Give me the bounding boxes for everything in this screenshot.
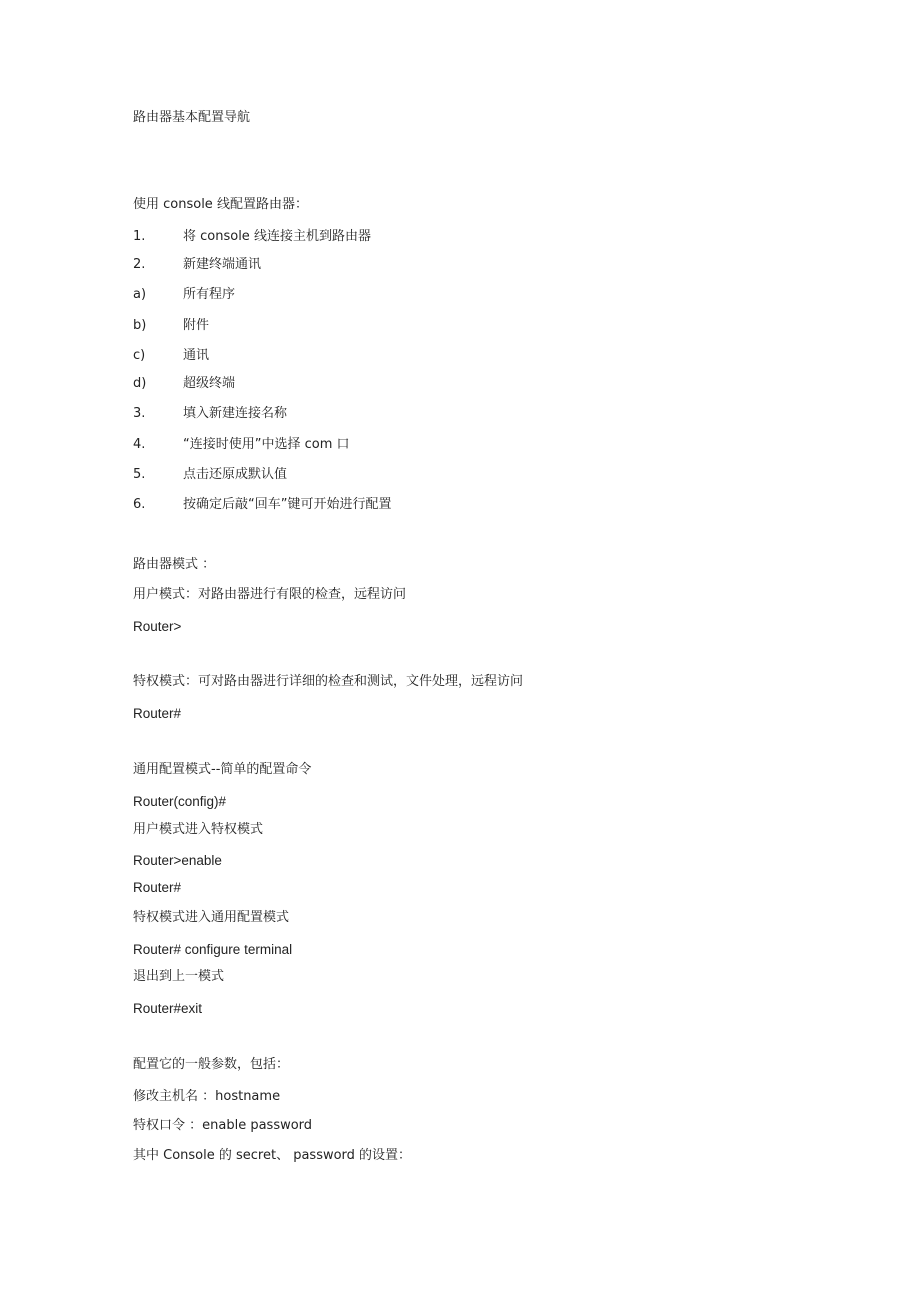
priv-mode-desc: 特权模式：可对路由器进行详细的检查和测试，文件处理，远程访问 xyxy=(133,674,524,689)
step-number: 4. xyxy=(133,437,146,452)
document-title: 路由器基本配置导航 xyxy=(133,110,251,125)
enable-password-line: 特权口令 ：enable password xyxy=(133,1118,313,1133)
step-text: 所有程序 xyxy=(183,287,236,302)
priv-prompt: Router# xyxy=(133,706,182,721)
step-number: c) xyxy=(133,348,146,363)
priv-to-global-label: 特权模式进入通用配置模式 xyxy=(133,910,290,925)
step-number: 2. xyxy=(133,257,146,272)
step-number: 1. xyxy=(133,229,146,244)
step-text: 超级终端 xyxy=(183,376,236,391)
step-item xyxy=(133,496,391,514)
general-params: 配置它的一般参数，包括： xyxy=(133,1057,290,1072)
step-item xyxy=(133,347,209,365)
step-text: 将 console 线连接主机到路由器 xyxy=(183,229,371,244)
step-number: 6. xyxy=(133,497,146,512)
global-mode-desc: 通用配置模式--简单的配置命令 xyxy=(133,762,312,777)
step-text: 点击还原成默认值 xyxy=(183,467,288,482)
step-number: 5. xyxy=(133,467,146,482)
step-number: d) xyxy=(133,376,147,391)
step-item xyxy=(133,228,371,246)
step-text: 通讯 xyxy=(183,348,210,363)
step-item xyxy=(133,405,287,423)
step-text: 新建终端通讯 xyxy=(183,257,262,272)
user-prompt: Router> xyxy=(133,619,182,634)
step-text: 按确定后敲“回车”键可开始进行配置 xyxy=(183,497,392,512)
global-prompt: Router(config)# xyxy=(133,794,227,809)
user-mode-desc: 用户模式：对路由器进行有限的检查，远程访问 xyxy=(133,587,407,602)
exit-label: 退出到上一模式 xyxy=(133,969,225,984)
step-number: 3. xyxy=(133,406,146,421)
hostname-line: 修改主机名 ：hostname xyxy=(133,1089,281,1104)
modes-heading: 路由器模式 ： xyxy=(133,557,216,572)
step-item xyxy=(133,436,350,454)
exit-cmd: Router#exit xyxy=(133,1001,203,1016)
step-item xyxy=(133,466,287,484)
step-item xyxy=(133,256,261,274)
user-to-priv-cmd: Router>enable xyxy=(133,853,222,868)
console-intro: 使用 console 线配置路由器： xyxy=(133,197,308,212)
step-text: 附件 xyxy=(183,318,210,333)
step-item xyxy=(133,317,209,335)
user-to-priv-label: 用户模式进入特权模式 xyxy=(133,822,264,837)
step-text: 填入新建连接名称 xyxy=(183,406,288,421)
step-item xyxy=(133,286,235,304)
console-password-line: 其中 Console 的 secret、 password 的设置： xyxy=(133,1148,412,1163)
step-number: a) xyxy=(133,287,147,302)
step-item xyxy=(133,375,235,393)
user-to-priv-result: Router# xyxy=(133,880,182,895)
step-number: b) xyxy=(133,318,147,333)
step-text: “连接时使用”中选择 com 口 xyxy=(183,437,350,452)
priv-to-global-cmd: Router# configure terminal xyxy=(133,942,293,957)
